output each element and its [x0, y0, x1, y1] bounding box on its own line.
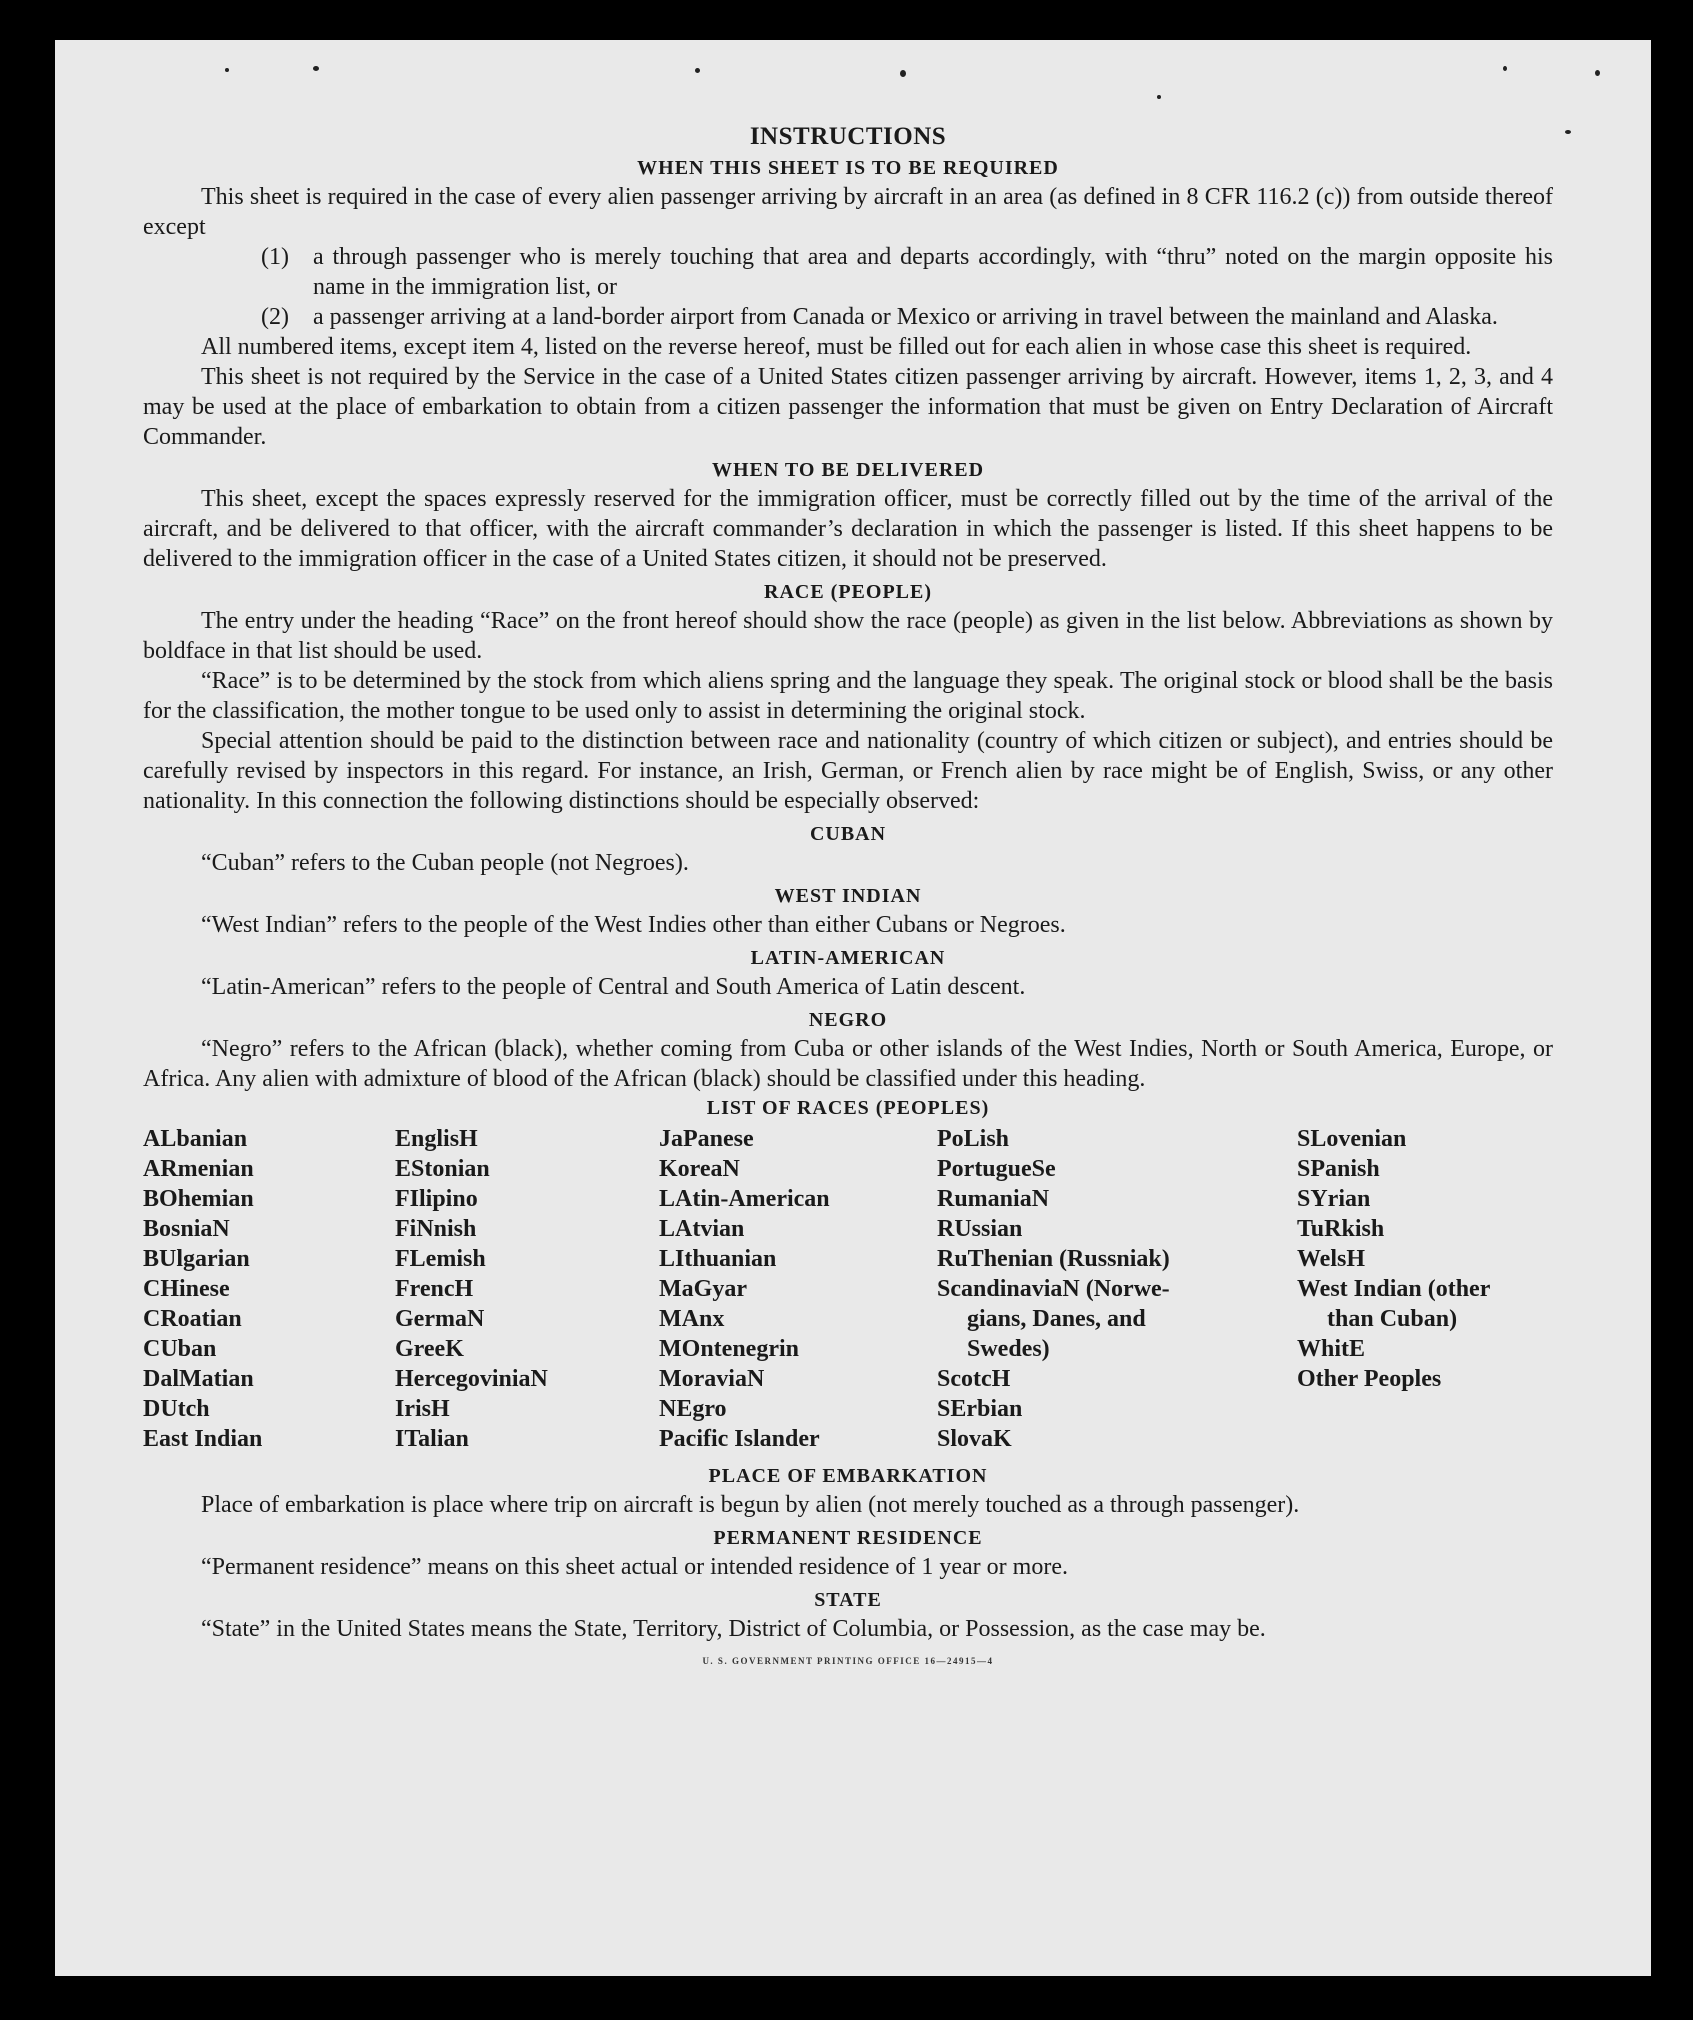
- race-item: RumaniaN: [937, 1186, 1050, 1212]
- race-item: PoLish: [937, 1126, 1010, 1152]
- race-item: RUssian: [937, 1216, 1023, 1242]
- race-item: MAnx: [659, 1306, 725, 1332]
- list-number: (2): [261, 304, 289, 330]
- race-item: MOntenegrin: [659, 1336, 799, 1362]
- paragraph: All numbered items, except item 4, listed on the reverse hereof, must be filled out for each alien in whose case this sheet is required.: [201, 334, 1472, 360]
- race-item: FLemish: [395, 1246, 486, 1272]
- scan-speck: [1595, 70, 1600, 76]
- section-heading-residence: PERMANENT RESIDENCE: [713, 1527, 983, 1549]
- race-item: East Indian: [143, 1426, 263, 1452]
- race-item: MaGyar: [659, 1276, 747, 1302]
- list-item: [143, 302, 1553, 332]
- race-item: SYrian: [1297, 1186, 1371, 1212]
- race-item: Pacific Islander: [659, 1426, 820, 1452]
- race-item: PortugueSe: [937, 1156, 1056, 1182]
- paragraph: This sheet is required in the case of every alien passenger arriving by aircraft in an area (as defined in 8 CFR 116.2 (c)) from outside thereof except: [143, 184, 1553, 240]
- race-column: [1297, 1124, 1553, 1454]
- race-item: SlovaK: [937, 1426, 1012, 1452]
- race-item: WhitE: [1297, 1336, 1366, 1362]
- paragraph: Special attention should be paid to the distinction between race and nationality (country of which citizen or subject), and entries should be carefully revised by inspectors in this regard. For instance, an Irish, German, or French alien by race might be of English, Swiss, or any other nationality. In this connection the following distinctions should be especially observed:: [143, 728, 1553, 814]
- race-item: ITalian: [395, 1426, 469, 1452]
- race-item: CHinese: [143, 1276, 230, 1302]
- section-heading-state: STATE: [814, 1589, 882, 1611]
- race-item: SLovenian: [1297, 1126, 1407, 1152]
- list-number: (1): [261, 244, 289, 270]
- race-item: EnglisH: [395, 1126, 478, 1152]
- paragraph: “State” in the United States means the State, Territory, District of Columbia, or Possession, as the case may be.: [201, 1616, 1266, 1642]
- race-item: LIthuanian: [659, 1246, 777, 1272]
- race-item: MoraviaN: [659, 1366, 765, 1392]
- race-column: [937, 1124, 1297, 1454]
- list-text: a passenger arriving at a land-border airport from Canada or Mexico or arriving in travel between the mainland and Alaska.: [313, 304, 1498, 330]
- section-heading-delivered: WHEN TO BE DELIVERED: [711, 459, 985, 481]
- race-item-continued: gians, Danes, and: [967, 1306, 1146, 1332]
- race-item: CUban: [143, 1336, 217, 1362]
- paragraph: “West Indian” refers to the people of the West Indies other than either Cubans or Negroes.: [201, 912, 1066, 938]
- race-item: ALbanian: [143, 1126, 248, 1152]
- race-item: LAtin-American: [659, 1186, 830, 1212]
- race-item: GermaN: [395, 1306, 485, 1332]
- document-page: [55, 40, 1651, 1976]
- race-column: [659, 1124, 937, 1454]
- race-item: DalMatian: [143, 1366, 254, 1392]
- race-item: Other Peoples: [1297, 1366, 1442, 1392]
- race-item: DUtch: [143, 1396, 210, 1422]
- race-item: CRoatian: [143, 1306, 242, 1332]
- race-item: EStonian: [395, 1156, 490, 1182]
- race-item: LAtvian: [659, 1216, 745, 1242]
- list-text: a through passenger who is merely touching that area and departs accordingly, with “thru” noted on the margin opposite his name in the immigration list, or: [313, 244, 1553, 300]
- race-column: [395, 1124, 659, 1454]
- section-heading-list-of-races: LIST OF RACES (PEOPLES): [706, 1097, 990, 1119]
- instructions-content: [143, 120, 1553, 1666]
- race-item: BOhemian: [143, 1186, 254, 1212]
- paragraph: “Cuban” refers to the Cuban people (not Negroes).: [201, 850, 689, 876]
- race-item: GreeK: [395, 1336, 464, 1362]
- race-item: RuThenian (Russniak): [937, 1246, 1170, 1272]
- race-item: ScotcH: [937, 1366, 1011, 1392]
- race-item: JaPanese: [659, 1126, 754, 1152]
- race-item-continued: than Cuban): [1327, 1306, 1458, 1332]
- race-item: BUlgarian: [143, 1246, 250, 1272]
- paragraph: This sheet, except the spaces expressly reserved for the immigration officer, must be correctly filled out by the time of the arrival of the aircraft, and be delivered to that officer, with the aircraft commander’s declaration in which the passenger is listed. If this sheet happens to be delivered to the immigration officer in the case of a United States citizen, it should not be preserved.: [143, 486, 1553, 572]
- race-item: TuRkish: [1297, 1216, 1385, 1242]
- scan-speck: [1565, 130, 1571, 134]
- race-item: KoreaN: [659, 1156, 740, 1182]
- section-heading-embarkation: PLACE OF EMBARKATION: [708, 1465, 988, 1487]
- race-item: HercegoviniaN: [395, 1366, 548, 1392]
- section-heading-negro: NEGRO: [808, 1009, 888, 1031]
- scan-speck: [225, 68, 229, 72]
- race-column: [143, 1124, 395, 1454]
- scan-speck: [1157, 95, 1161, 99]
- page-title: INSTRUCTIONS: [749, 123, 947, 150]
- section-heading-cuban: CUBAN: [809, 823, 887, 845]
- race-item: WelsH: [1297, 1246, 1366, 1272]
- list-item: [143, 242, 1553, 302]
- paragraph: “Race” is to be determined by the stock from which aliens spring and the language they speak. The original stock or blood shall be the basis for the classification, the mother tongue to be used only to assist in determining the original stock.: [143, 668, 1553, 724]
- paragraph: Place of embarkation is place where trip on aircraft is begun by alien (not merely touched as a through passenger).: [201, 1492, 1300, 1518]
- race-item-continued: Swedes): [967, 1336, 1050, 1362]
- race-item: BosniaN: [143, 1216, 230, 1242]
- paragraph: This sheet is not required by the Service in the case of a United States citizen passenger arriving by aircraft. However, items 1, 2, 3, and 4 may be used at the place of embarkation to obtain from a citizen passenger the information that must be given on Entry Declaration of Aircraft Commander.: [143, 364, 1553, 450]
- scan-speck: [900, 70, 906, 77]
- race-item: FIlipino: [395, 1186, 478, 1212]
- race-list: [143, 1124, 1553, 1454]
- race-item: ARmenian: [143, 1156, 254, 1182]
- race-item: West Indian (other: [1297, 1276, 1491, 1302]
- paragraph: The entry under the heading “Race” on the front hereof should show the race (people) as given in the list below. Abbreviations as shown by boldface in that list should be used.: [143, 608, 1553, 664]
- race-item: IrisH: [395, 1396, 450, 1422]
- race-item: FiNnish: [395, 1216, 477, 1242]
- section-heading-latin-american: LATIN-AMERICAN: [750, 947, 946, 969]
- race-item: SErbian: [937, 1396, 1023, 1422]
- race-item: NEgro: [659, 1396, 727, 1422]
- section-heading-required: WHEN THIS SHEET IS TO BE REQUIRED: [637, 157, 1059, 179]
- paragraph: “Permanent residence” means on this sheet actual or intended residence of 1 year or more.: [201, 1554, 1068, 1580]
- exception-list: [143, 242, 1553, 332]
- scan-speck: [1503, 66, 1507, 71]
- race-item: FrencH: [395, 1276, 474, 1302]
- section-heading-race: RACE (PEOPLE): [764, 581, 932, 603]
- paragraph: “Negro” refers to the African (black), whether coming from Cuba or other islands of the West Indies, North or South America, Europe, or Africa. Any alien with admixture of blood of the African (black) should be classified under this heading.: [143, 1036, 1553, 1092]
- race-item: ScandinaviaN (Norwe-: [937, 1276, 1170, 1302]
- scan-speck: [313, 66, 319, 71]
- paragraph: “Latin-American” refers to the people of Central and South America of Latin descent.: [201, 974, 1026, 1000]
- section-heading-west-indian: WEST INDIAN: [774, 885, 922, 907]
- printer-imprint: U. S. GOVERNMENT PRINTING OFFICE 16—24915—4: [702, 1656, 994, 1666]
- race-item: SPanish: [1297, 1156, 1380, 1182]
- scan-speck: [695, 68, 700, 73]
